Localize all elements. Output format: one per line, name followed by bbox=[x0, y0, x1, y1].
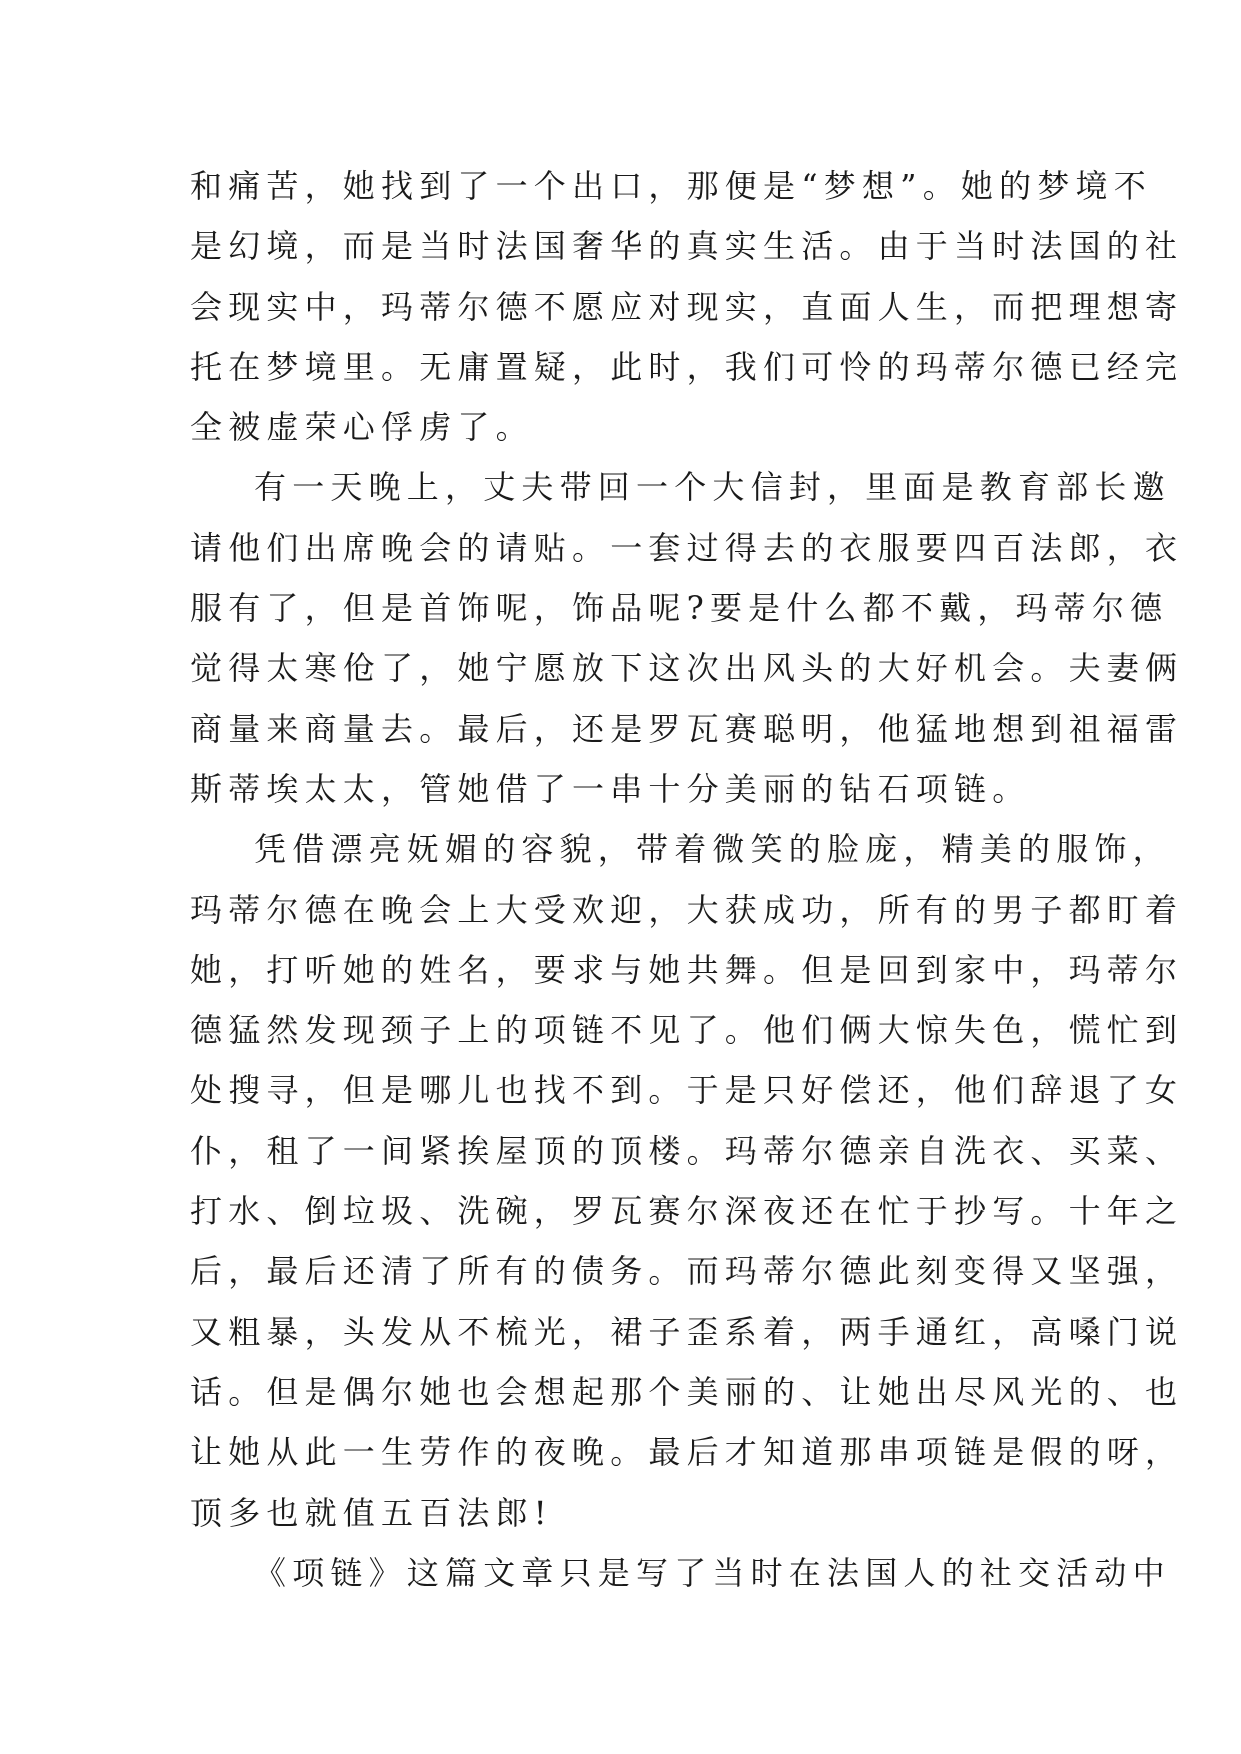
text-line: 请他们出席晚会的请贴。一套过得去的衣服要四百法郎，衣 bbox=[190, 528, 1184, 567]
text-line: 让她从此一生劳作的夜晚。最后才知道那串项链是假的呀， bbox=[190, 1433, 1184, 1472]
text-line: 全被虚荣心俘虏了。 bbox=[190, 408, 534, 447]
text-line: 顶多也就值五百法郎! bbox=[190, 1493, 553, 1532]
text-line: 打水、倒垃圾、洗碗，罗瓦赛尔深夜还在忙于抄写。十年之 bbox=[190, 1192, 1184, 1231]
text-line: 和痛苦，她找到了一个出口，那便是“梦想”。她的梦境不 bbox=[190, 167, 1152, 205]
text-line: 是幻境，而是当时法国奢华的真实生活。由于当时法国的社 bbox=[190, 227, 1184, 266]
text-line: 话。但是偶尔她也会想起那个美丽的、让她出尽风光的、也 bbox=[190, 1372, 1184, 1411]
text-line: 她，打听她的姓名，要求与她共舞。但是回到家中，玛蒂尔 bbox=[190, 950, 1184, 989]
paragraph-4 bbox=[190, 1543, 1171, 1603]
text-line: 斯蒂埃太太，管她借了一串十分美丽的钻石项链。 bbox=[190, 769, 1031, 808]
text-line: 德猛然发现颈子上的项链不见了。他们俩大惊失色，慌忙到 bbox=[190, 1011, 1184, 1050]
text-line: 有一天晚上，丈夫带回一个大信封，里面是教育部长邀 bbox=[254, 468, 1171, 507]
text-line: 处搜寻，但是哪儿也找不到。于是只好偿还，他们辞退了女 bbox=[190, 1071, 1184, 1110]
paragraph-1 bbox=[190, 156, 1184, 457]
text-line: 玛蒂尔德在晚会上大受欢迎，大获成功，所有的男子都盯着 bbox=[190, 890, 1184, 929]
text-line: 托在梦境里。无庸置疑，此时，我们可怜的玛蒂尔德已经完 bbox=[190, 347, 1184, 386]
text-line: 又粗暴，头发从不梳光，裙子歪系着，两手通红，高嗓门说 bbox=[190, 1312, 1184, 1351]
body-text bbox=[190, 156, 1184, 1603]
paragraph-2 bbox=[190, 457, 1184, 819]
text-line: 服有了，但是首饰呢，饰品呢?要是什么都不戴，玛蒂尔德 bbox=[190, 589, 1169, 628]
text-line: 商量来商量去。最后，还是罗瓦赛聪明，他猛地想到祖福雷 bbox=[190, 709, 1184, 748]
text-line: 觉得太寒伧了，她宁愿放下这次出风头的大好机会。夫妻俩 bbox=[190, 649, 1184, 688]
text-line: 凭借漂亮妩媚的容貌，带着微笑的脸庞，精美的服饰， bbox=[254, 830, 1171, 869]
text-line: 《项链》这篇文章只是写了当时在法国人的社交活动中 bbox=[254, 1553, 1171, 1592]
text-line: 会现实中，玛蒂尔德不愿应对现实，直面人生，而把理想寄 bbox=[190, 287, 1184, 326]
text-line: 后，最后还清了所有的债务。而玛蒂尔德此刻变得又坚强， bbox=[190, 1252, 1184, 1291]
text-line: 仆，租了一间紧挨屋顶的顶楼。玛蒂尔德亲自洗衣、买菜、 bbox=[190, 1131, 1184, 1170]
paragraph-3 bbox=[190, 819, 1184, 1543]
